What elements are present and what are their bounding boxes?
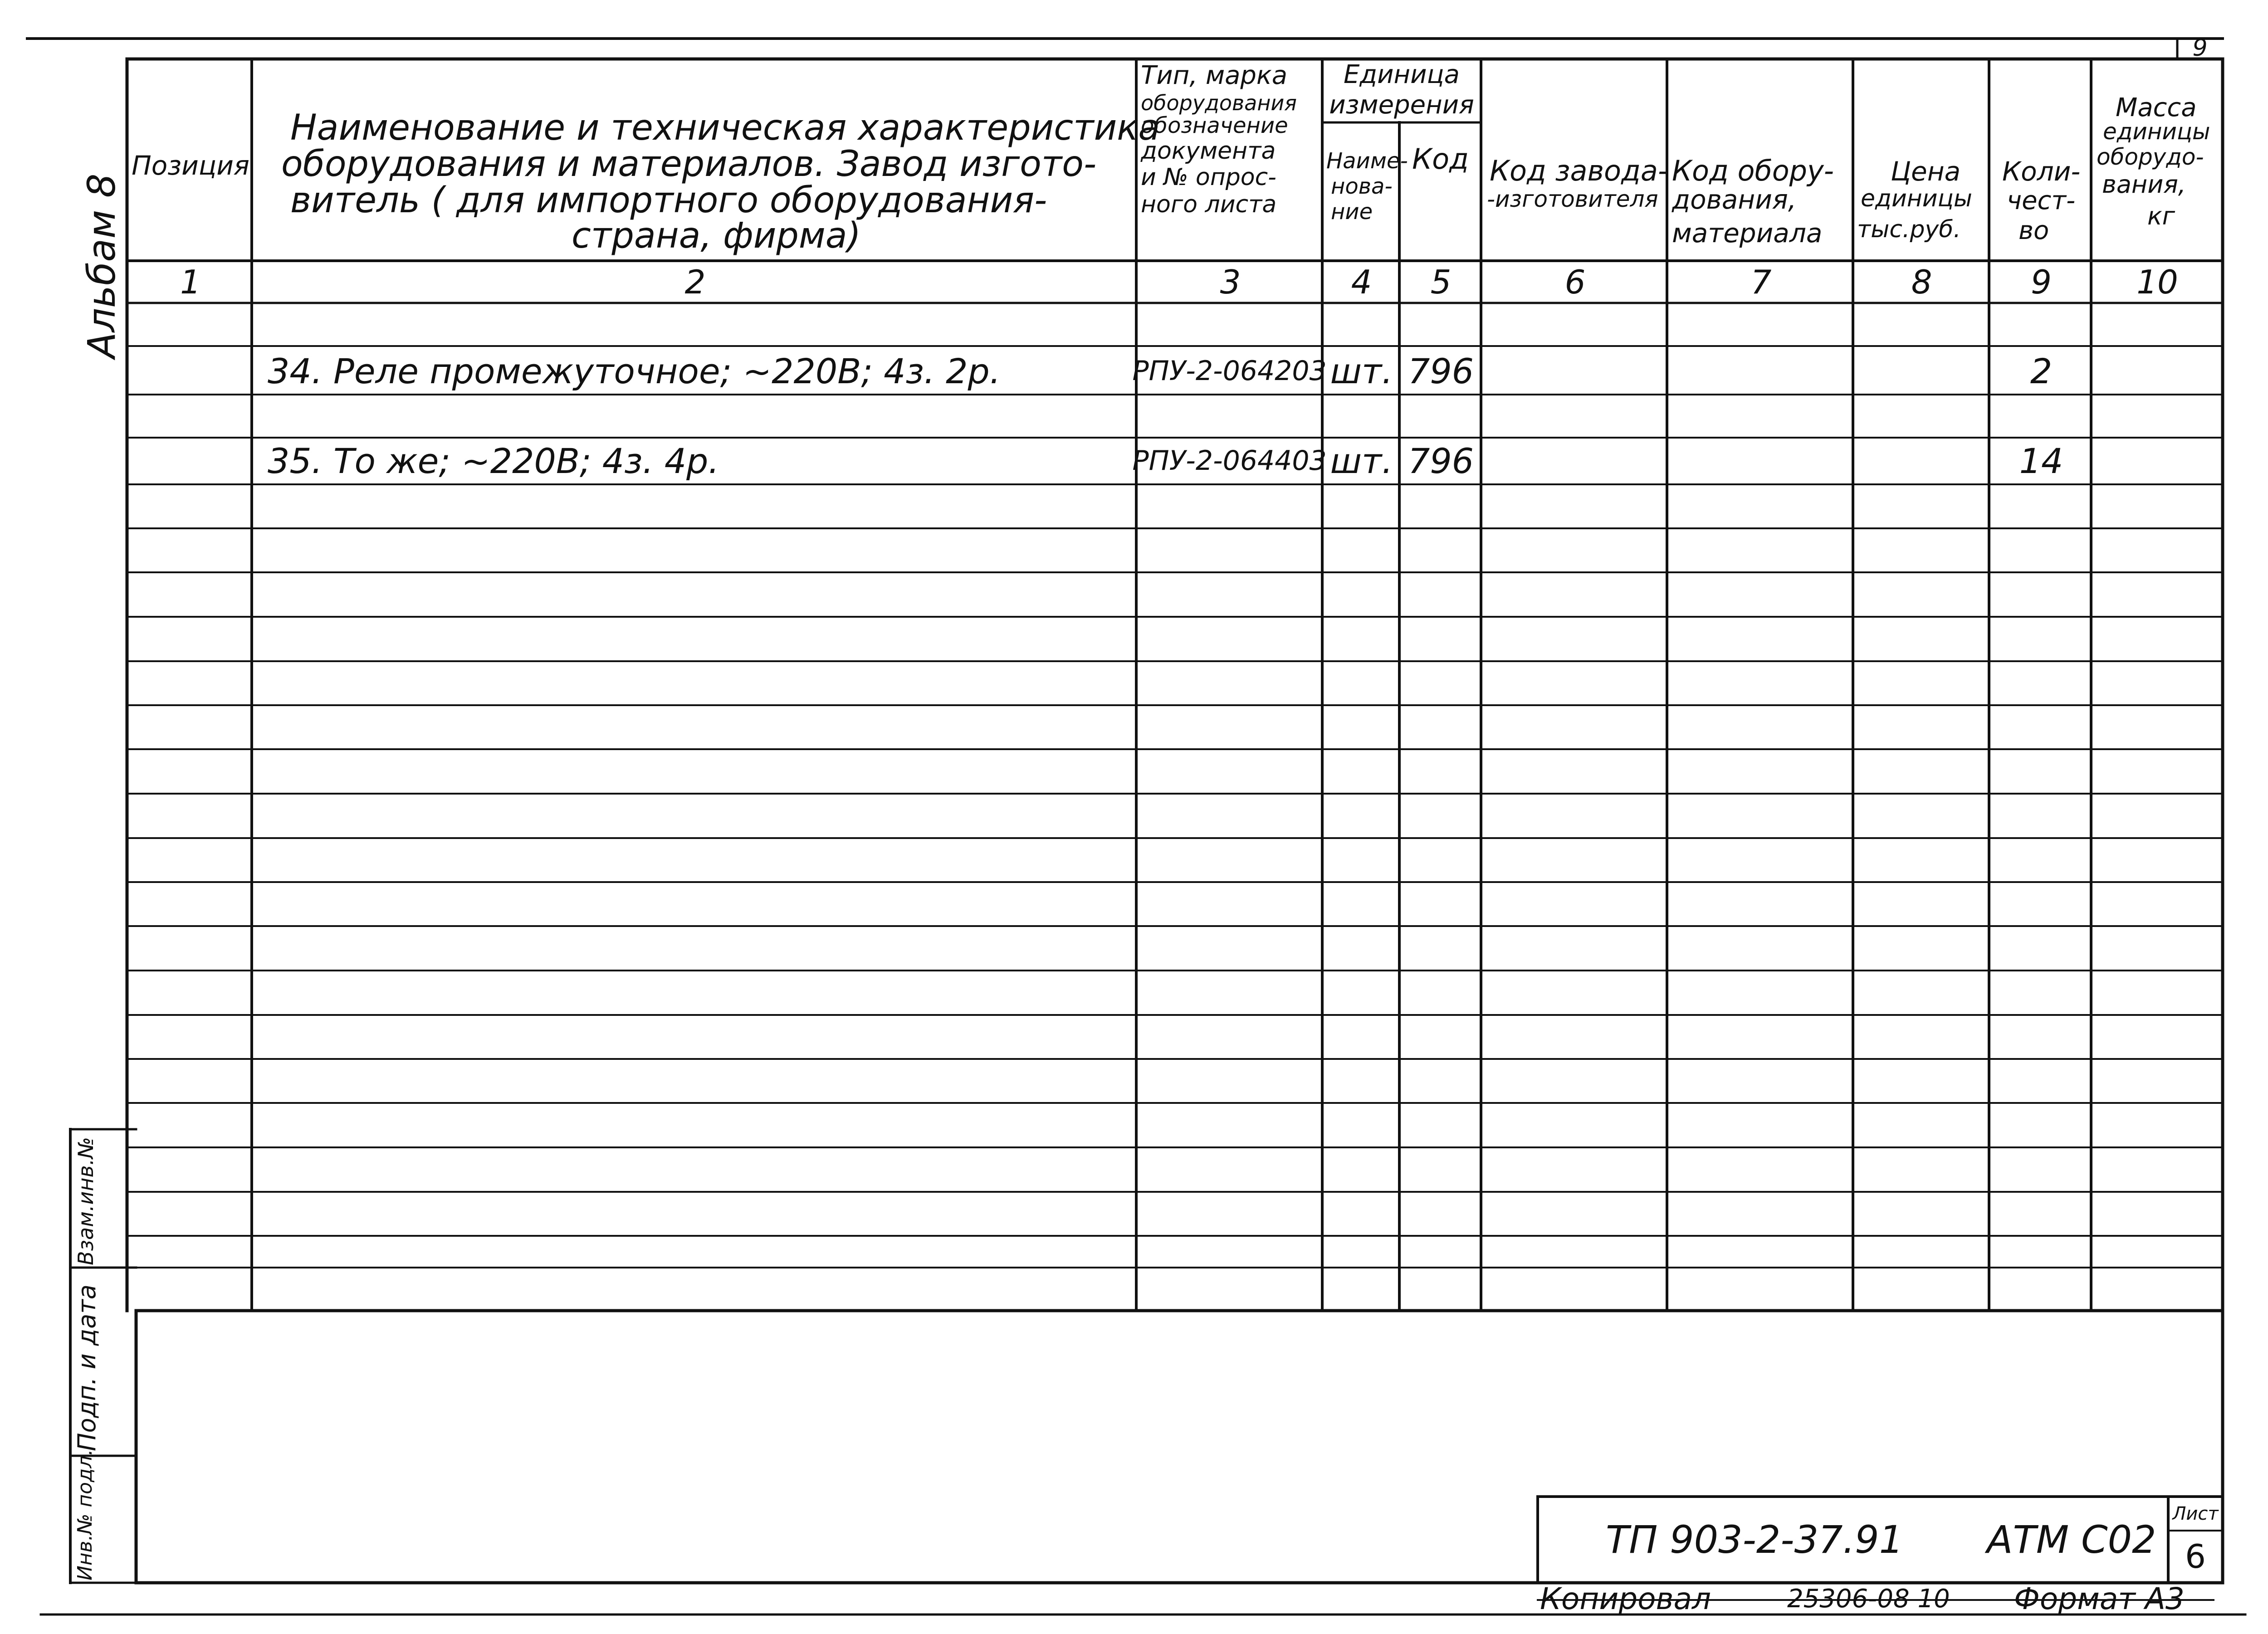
title-mark: АТМ С02 (1987, 1517, 2156, 1562)
row-34-unit-code: 796 (1408, 351, 1474, 391)
colnum-1: 1 (180, 263, 201, 301)
header-position: Позиция (132, 150, 249, 181)
footer-format: Формат А3 (2014, 1581, 2185, 1616)
header-qty-block (1991, 150, 2090, 259)
header-factory-code-block (1483, 150, 1667, 231)
header-unit-name-line-2: нова- (1331, 174, 1393, 199)
stamp-sign-date: Подп. и дата (73, 1284, 101, 1451)
header-type-line-2: оборудования (1141, 91, 1297, 115)
header-unit-name-line-3: ние (1331, 199, 1373, 224)
row-35-type: РПУ-2-064403 (1132, 445, 1327, 477)
header-equipment-code-line-3: материала (1672, 218, 1823, 249)
row-35-unit: шт. (1330, 440, 1393, 481)
header-type-line-1: Тип, марка (1141, 61, 1288, 90)
row-35-name: 35. То же; ~220В; 4з. 4р. (268, 440, 719, 481)
header-name-line-2: оборудования и материалов. Завод изгото- (281, 144, 1097, 185)
colnum-6: 6 (1564, 263, 1586, 301)
row-35-unit-code: 796 (1408, 440, 1474, 481)
header-equipment-code-block (1669, 150, 1853, 259)
header-type-line-6: ного листа (1141, 191, 1277, 218)
title-sheet-label: Лист (2172, 1503, 2219, 1524)
row-34-type: РПУ-2-064203 (1132, 355, 1327, 387)
stamp-replace-inv: Взам.инв.№ (73, 1136, 98, 1265)
header-type-line-5: и № опрос- (1141, 164, 1276, 191)
header-mass-line-3: оборудо- (2097, 144, 2204, 170)
colnum-4: 4 (1351, 263, 1372, 301)
header-unit-line-2: измерения (1329, 90, 1474, 120)
header-price-block (1854, 150, 1988, 259)
header-price-line-1: Цена (1891, 156, 1961, 187)
row-34-qty: 2 (2030, 351, 2053, 391)
header-qty-line-3: во (2019, 216, 2049, 245)
colnum-8: 8 (1911, 263, 1932, 301)
header-unit-name-block (1324, 148, 1408, 259)
colnum-3: 3 (1220, 263, 1241, 301)
row-34-name: 34. Реле промежуточное; ~220В; 4з. 2р. (268, 351, 1001, 391)
row-35-qty: 14 (2019, 440, 2063, 481)
header-unit-line-1: Единица (1344, 59, 1460, 89)
header-type-line-4: документа (1141, 137, 1276, 165)
header-unit-name-line-1: Наиме- (1326, 148, 1408, 174)
colnum-7: 7 (1750, 263, 1772, 301)
header-mass-line-5: кг (2147, 202, 2175, 230)
colnum-5: 5 (1430, 263, 1452, 301)
header-mass-line-1: Масса (2116, 93, 2197, 122)
header-mass-line-2: единицы (2103, 118, 2210, 145)
header-unit-code: Код (1412, 142, 1469, 176)
header-name-line-3: витель ( для импортного оборудования- (290, 180, 1047, 221)
title-doc-code: ТП 903-2-37.91 (1606, 1517, 1904, 1562)
header-qty-line-2: чест- (2007, 186, 2076, 215)
stamp-inv-original: Инв.№ подл. (73, 1449, 97, 1580)
colnum-2: 2 (684, 263, 706, 301)
header-name-line-4: страна, фирма) (572, 215, 861, 256)
header-equipment-code-line-2: дования, (1672, 184, 1797, 215)
header-price-line-3: тыс.руб. (1857, 216, 1961, 243)
header-name-line-1: Наименование и техническая характеристика (290, 107, 1160, 148)
sheet-number: 9 (2192, 34, 2208, 62)
title-sheet-number: 6 (2185, 1537, 2206, 1575)
header-factory-code-line-1: Код завода- (1490, 154, 1668, 187)
header-name-block (254, 100, 1160, 259)
colnum-10: 10 (2136, 263, 2178, 301)
header-equipment-code-line-1: Код обору- (1672, 154, 1834, 187)
header-type-line-3: обозначение (1141, 113, 1288, 138)
header-mass-line-4: вания, (2102, 170, 2186, 199)
header-mass-block (2093, 93, 2222, 260)
header-factory-code-line-2: -изготовителя (1487, 186, 1658, 212)
header-price-line-2: единицы (1861, 185, 1972, 212)
footer-copied: Копировал (1540, 1581, 1711, 1616)
header-type-block (1139, 63, 1322, 259)
header-qty-line-1: Коли- (2002, 156, 2081, 187)
row-34-unit: шт. (1330, 351, 1393, 391)
footer-order: 25306-08 10 (1787, 1584, 1950, 1614)
colnum-9: 9 (2031, 263, 2052, 301)
album-label: Альбам 8 (79, 173, 124, 358)
